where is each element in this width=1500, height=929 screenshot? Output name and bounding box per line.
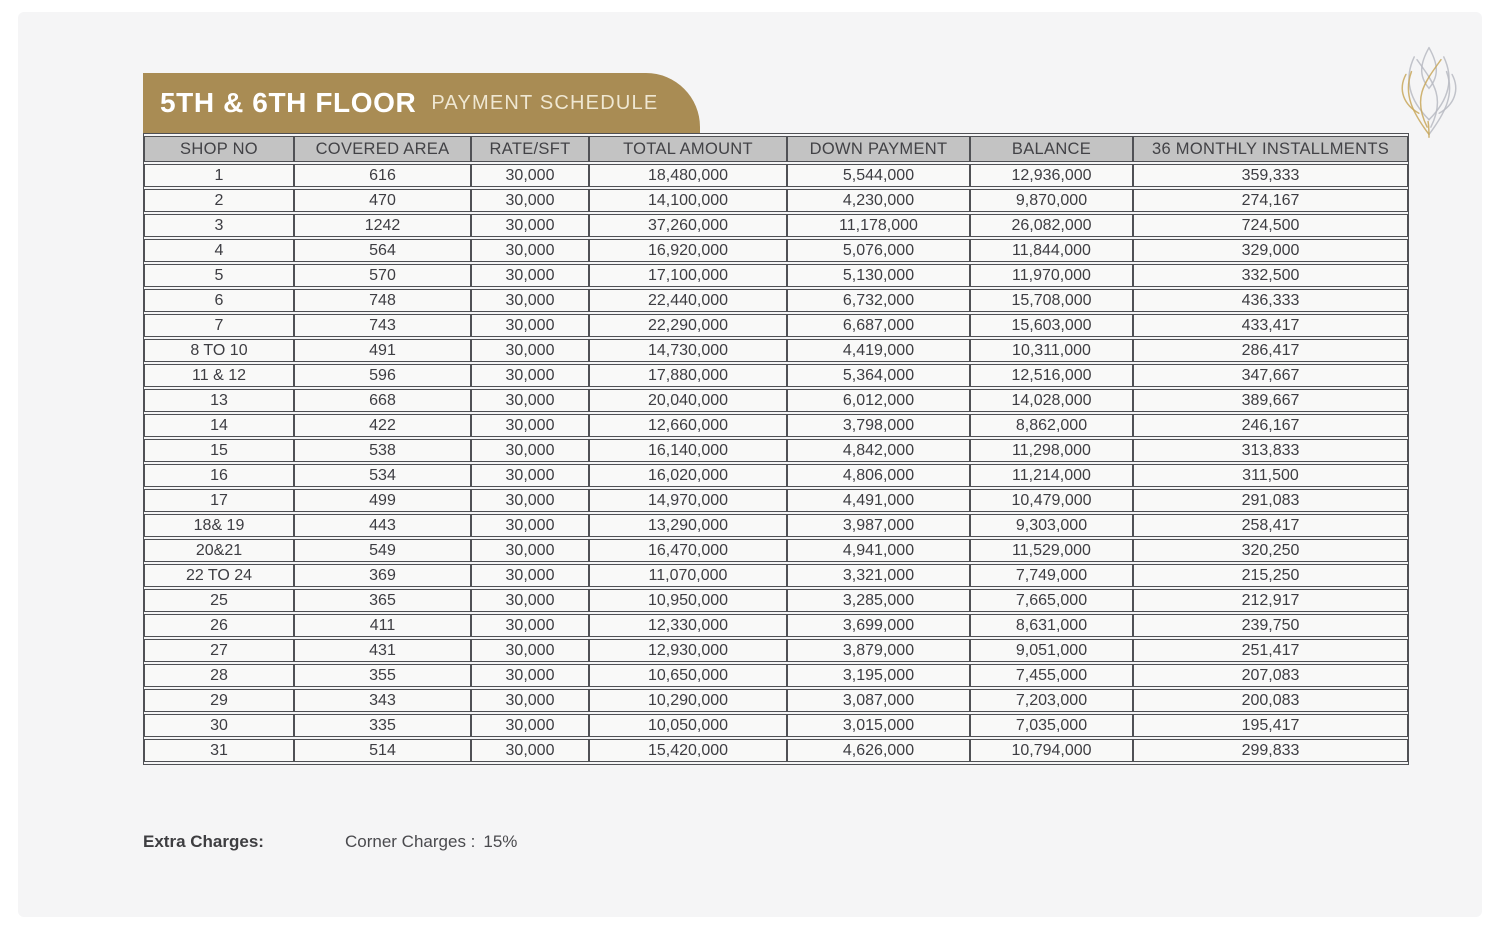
- cell: 5,076,000: [787, 239, 970, 262]
- table-row: [144, 564, 1408, 587]
- cell: 6,012,000: [787, 389, 970, 412]
- cell: 11,844,000: [970, 239, 1133, 262]
- cell: 570: [294, 264, 471, 287]
- cell: 549: [294, 539, 471, 562]
- cell: 22 TO 24: [144, 564, 294, 587]
- cell: 207,083: [1133, 664, 1408, 687]
- cell: 365: [294, 589, 471, 612]
- cell: 16,140,000: [589, 439, 787, 462]
- cell: 470: [294, 189, 471, 212]
- cell: 30,000: [471, 439, 589, 462]
- table-row: [144, 614, 1408, 637]
- table-row: [144, 514, 1408, 537]
- cell: 14,730,000: [589, 339, 787, 362]
- cell: 10,950,000: [589, 589, 787, 612]
- cell: 291,083: [1133, 489, 1408, 512]
- cell: 20,040,000: [589, 389, 787, 412]
- cell: 564: [294, 239, 471, 262]
- cell: 13,290,000: [589, 514, 787, 537]
- cell: 30,000: [471, 314, 589, 337]
- column-header: DOWN PAYMENT: [787, 136, 970, 162]
- cell: 10,650,000: [589, 664, 787, 687]
- table-row: [144, 339, 1408, 362]
- cell: 7: [144, 314, 294, 337]
- cell: 10,794,000: [970, 739, 1133, 762]
- cell: 6: [144, 289, 294, 312]
- table-row: [144, 364, 1408, 387]
- table-header-row: [144, 136, 1408, 162]
- cell: 20&21: [144, 539, 294, 562]
- cell: 239,750: [1133, 614, 1408, 637]
- cell: 30,000: [471, 664, 589, 687]
- cell: 30,000: [471, 739, 589, 762]
- cell: 3,699,000: [787, 614, 970, 637]
- cell: 13: [144, 389, 294, 412]
- cell: 10,290,000: [589, 689, 787, 712]
- cell: 5,130,000: [787, 264, 970, 287]
- cell: 9,870,000: [970, 189, 1133, 212]
- cell: 359,333: [1133, 164, 1408, 187]
- cell: 12,936,000: [970, 164, 1133, 187]
- table-body: [144, 164, 1408, 762]
- cell: 313,833: [1133, 439, 1408, 462]
- cell: 3: [144, 214, 294, 237]
- table-row: [144, 239, 1408, 262]
- cell: 15,603,000: [970, 314, 1133, 337]
- cell: 15,708,000: [970, 289, 1133, 312]
- cell: 12,930,000: [589, 639, 787, 662]
- cell: 355: [294, 664, 471, 687]
- cell: 534: [294, 464, 471, 487]
- cell: 30,000: [471, 689, 589, 712]
- extra-charges-note: [143, 832, 517, 852]
- cell: 195,417: [1133, 714, 1408, 737]
- cell: 25: [144, 589, 294, 612]
- cell: 18& 19: [144, 514, 294, 537]
- cell: 4,806,000: [787, 464, 970, 487]
- ornamental-lotus-logo-icon: [1392, 44, 1466, 140]
- table-row: [144, 289, 1408, 312]
- cell: 30,000: [471, 564, 589, 587]
- cell: 18,480,000: [589, 164, 787, 187]
- cell: 30,000: [471, 639, 589, 662]
- cell: 30,000: [471, 364, 589, 387]
- cell: 17,100,000: [589, 264, 787, 287]
- cell: 30,000: [471, 514, 589, 537]
- cell: 26,082,000: [970, 214, 1133, 237]
- cell: 499: [294, 489, 471, 512]
- table-row: [144, 689, 1408, 712]
- cell: 9,051,000: [970, 639, 1133, 662]
- cell: 26: [144, 614, 294, 637]
- cell: 514: [294, 739, 471, 762]
- cell: 30: [144, 714, 294, 737]
- cell: 596: [294, 364, 471, 387]
- cell: 30,000: [471, 389, 589, 412]
- cell: 14: [144, 414, 294, 437]
- cell: 299,833: [1133, 739, 1408, 762]
- cell: 15: [144, 439, 294, 462]
- cell: 14,100,000: [589, 189, 787, 212]
- cell: 30,000: [471, 539, 589, 562]
- cell: 4,842,000: [787, 439, 970, 462]
- cell: 422: [294, 414, 471, 437]
- cell: 37,260,000: [589, 214, 787, 237]
- cell: 3,321,000: [787, 564, 970, 587]
- cell: 1: [144, 164, 294, 187]
- cell: 3,798,000: [787, 414, 970, 437]
- cell: 343: [294, 689, 471, 712]
- column-header: SHOP NO: [144, 136, 294, 162]
- cell: 389,667: [1133, 389, 1408, 412]
- cell: 369: [294, 564, 471, 587]
- cell: 251,417: [1133, 639, 1408, 662]
- cell: 11,178,000: [787, 214, 970, 237]
- corner-charges-value: 15%: [483, 832, 518, 851]
- cell: 3,195,000: [787, 664, 970, 687]
- cell: 17: [144, 489, 294, 512]
- cell: 3,285,000: [787, 589, 970, 612]
- cell: 30,000: [471, 339, 589, 362]
- cell: 30,000: [471, 489, 589, 512]
- cell: 1242: [294, 214, 471, 237]
- cell: 12,330,000: [589, 614, 787, 637]
- table-row: [144, 664, 1408, 687]
- cell: 3,087,000: [787, 689, 970, 712]
- cell: 443: [294, 514, 471, 537]
- cell: 30,000: [471, 464, 589, 487]
- cell: 538: [294, 439, 471, 462]
- table-row: [144, 464, 1408, 487]
- cell: 27: [144, 639, 294, 662]
- cell: 30,000: [471, 239, 589, 262]
- cell: 30,000: [471, 189, 589, 212]
- cell: 8 TO 10: [144, 339, 294, 362]
- cell: 28: [144, 664, 294, 687]
- page-subtitle: PAYMENT SCHEDULE: [431, 91, 659, 114]
- cell: 2: [144, 189, 294, 212]
- cell: 4: [144, 239, 294, 262]
- cell: 30,000: [471, 164, 589, 187]
- cell: 11,529,000: [970, 539, 1133, 562]
- cell: 491: [294, 339, 471, 362]
- cell: 431: [294, 639, 471, 662]
- title-banner: [143, 73, 700, 133]
- cell: 5,364,000: [787, 364, 970, 387]
- cell: 30,000: [471, 264, 589, 287]
- cell: 12,516,000: [970, 364, 1133, 387]
- cell: 274,167: [1133, 189, 1408, 212]
- cell: 6,687,000: [787, 314, 970, 337]
- extra-charges-label: Extra Charges:: [143, 832, 264, 851]
- column-header: RATE/SFT: [471, 136, 589, 162]
- cell: 743: [294, 314, 471, 337]
- cell: 200,083: [1133, 689, 1408, 712]
- table-row: [144, 214, 1408, 237]
- payment-schedule-table: [143, 133, 1407, 765]
- cell: 724,500: [1133, 214, 1408, 237]
- table-row: [144, 414, 1408, 437]
- cell: 22,440,000: [589, 289, 787, 312]
- cell: 4,626,000: [787, 739, 970, 762]
- cell: 4,419,000: [787, 339, 970, 362]
- cell: 17,880,000: [589, 364, 787, 387]
- cell: 329,000: [1133, 239, 1408, 262]
- cell: 3,879,000: [787, 639, 970, 662]
- cell: 212,917: [1133, 589, 1408, 612]
- corner-charges-label: Corner Charges :: [345, 832, 476, 851]
- cell: 332,500: [1133, 264, 1408, 287]
- cell: 16,020,000: [589, 464, 787, 487]
- cell: 14,970,000: [589, 489, 787, 512]
- table-row: [144, 439, 1408, 462]
- cell: 286,417: [1133, 339, 1408, 362]
- table-row: [144, 189, 1408, 212]
- cell: 3,987,000: [787, 514, 970, 537]
- cell: 7,035,000: [970, 714, 1133, 737]
- cell: 668: [294, 389, 471, 412]
- cell: 11,070,000: [589, 564, 787, 587]
- cell: 411: [294, 614, 471, 637]
- cell: 14,028,000: [970, 389, 1133, 412]
- cell: 10,311,000: [970, 339, 1133, 362]
- table-row: [144, 739, 1408, 762]
- cell: 433,417: [1133, 314, 1408, 337]
- cell: 29: [144, 689, 294, 712]
- cell: 30,000: [471, 589, 589, 612]
- cell: 15,420,000: [589, 739, 787, 762]
- cell: 16,920,000: [589, 239, 787, 262]
- cell: 436,333: [1133, 289, 1408, 312]
- cell: 11,298,000: [970, 439, 1133, 462]
- cell: 11,214,000: [970, 464, 1133, 487]
- cell: 31: [144, 739, 294, 762]
- cell: 9,303,000: [970, 514, 1133, 537]
- table-row: [144, 639, 1408, 662]
- cell: 311,500: [1133, 464, 1408, 487]
- cell: 5: [144, 264, 294, 287]
- cell: 320,250: [1133, 539, 1408, 562]
- cell: 4,230,000: [787, 189, 970, 212]
- table-row: [144, 164, 1408, 187]
- cell: 16: [144, 464, 294, 487]
- cell: 347,667: [1133, 364, 1408, 387]
- table-row: [144, 539, 1408, 562]
- cell: 7,665,000: [970, 589, 1133, 612]
- table-row: [144, 389, 1408, 412]
- cell: 4,491,000: [787, 489, 970, 512]
- cell: 7,455,000: [970, 664, 1133, 687]
- cell: 16,470,000: [589, 539, 787, 562]
- table-row: [144, 314, 1408, 337]
- column-header: COVERED AREA: [294, 136, 471, 162]
- cell: 10,479,000: [970, 489, 1133, 512]
- cell: 30,000: [471, 714, 589, 737]
- cell: 11 & 12: [144, 364, 294, 387]
- cell: 616: [294, 164, 471, 187]
- cell: 5,544,000: [787, 164, 970, 187]
- cell: 335: [294, 714, 471, 737]
- column-header: 36 MONTHLY INSTALLMENTS: [1133, 136, 1408, 162]
- column-header: BALANCE: [970, 136, 1133, 162]
- cell: 10,050,000: [589, 714, 787, 737]
- cell: 30,000: [471, 289, 589, 312]
- cell: 7,203,000: [970, 689, 1133, 712]
- cell: 22,290,000: [589, 314, 787, 337]
- cell: 30,000: [471, 214, 589, 237]
- cell: 7,749,000: [970, 564, 1133, 587]
- cell: 3,015,000: [787, 714, 970, 737]
- table-row: [144, 589, 1408, 612]
- cell: 748: [294, 289, 471, 312]
- table-row: [144, 489, 1408, 512]
- table-row: [144, 264, 1408, 287]
- cell: 11,970,000: [970, 264, 1133, 287]
- table-row: [144, 714, 1408, 737]
- cell: 8,631,000: [970, 614, 1133, 637]
- cell: 4,941,000: [787, 539, 970, 562]
- cell: 30,000: [471, 614, 589, 637]
- cell: 12,660,000: [589, 414, 787, 437]
- cell: 8,862,000: [970, 414, 1133, 437]
- page-title: 5TH & 6TH FLOOR: [160, 87, 417, 118]
- cell: 215,250: [1133, 564, 1408, 587]
- cell: 6,732,000: [787, 289, 970, 312]
- column-header: TOTAL AMOUNT: [589, 136, 787, 162]
- cell: 246,167: [1133, 414, 1408, 437]
- cell: 30,000: [471, 414, 589, 437]
- cell: 258,417: [1133, 514, 1408, 537]
